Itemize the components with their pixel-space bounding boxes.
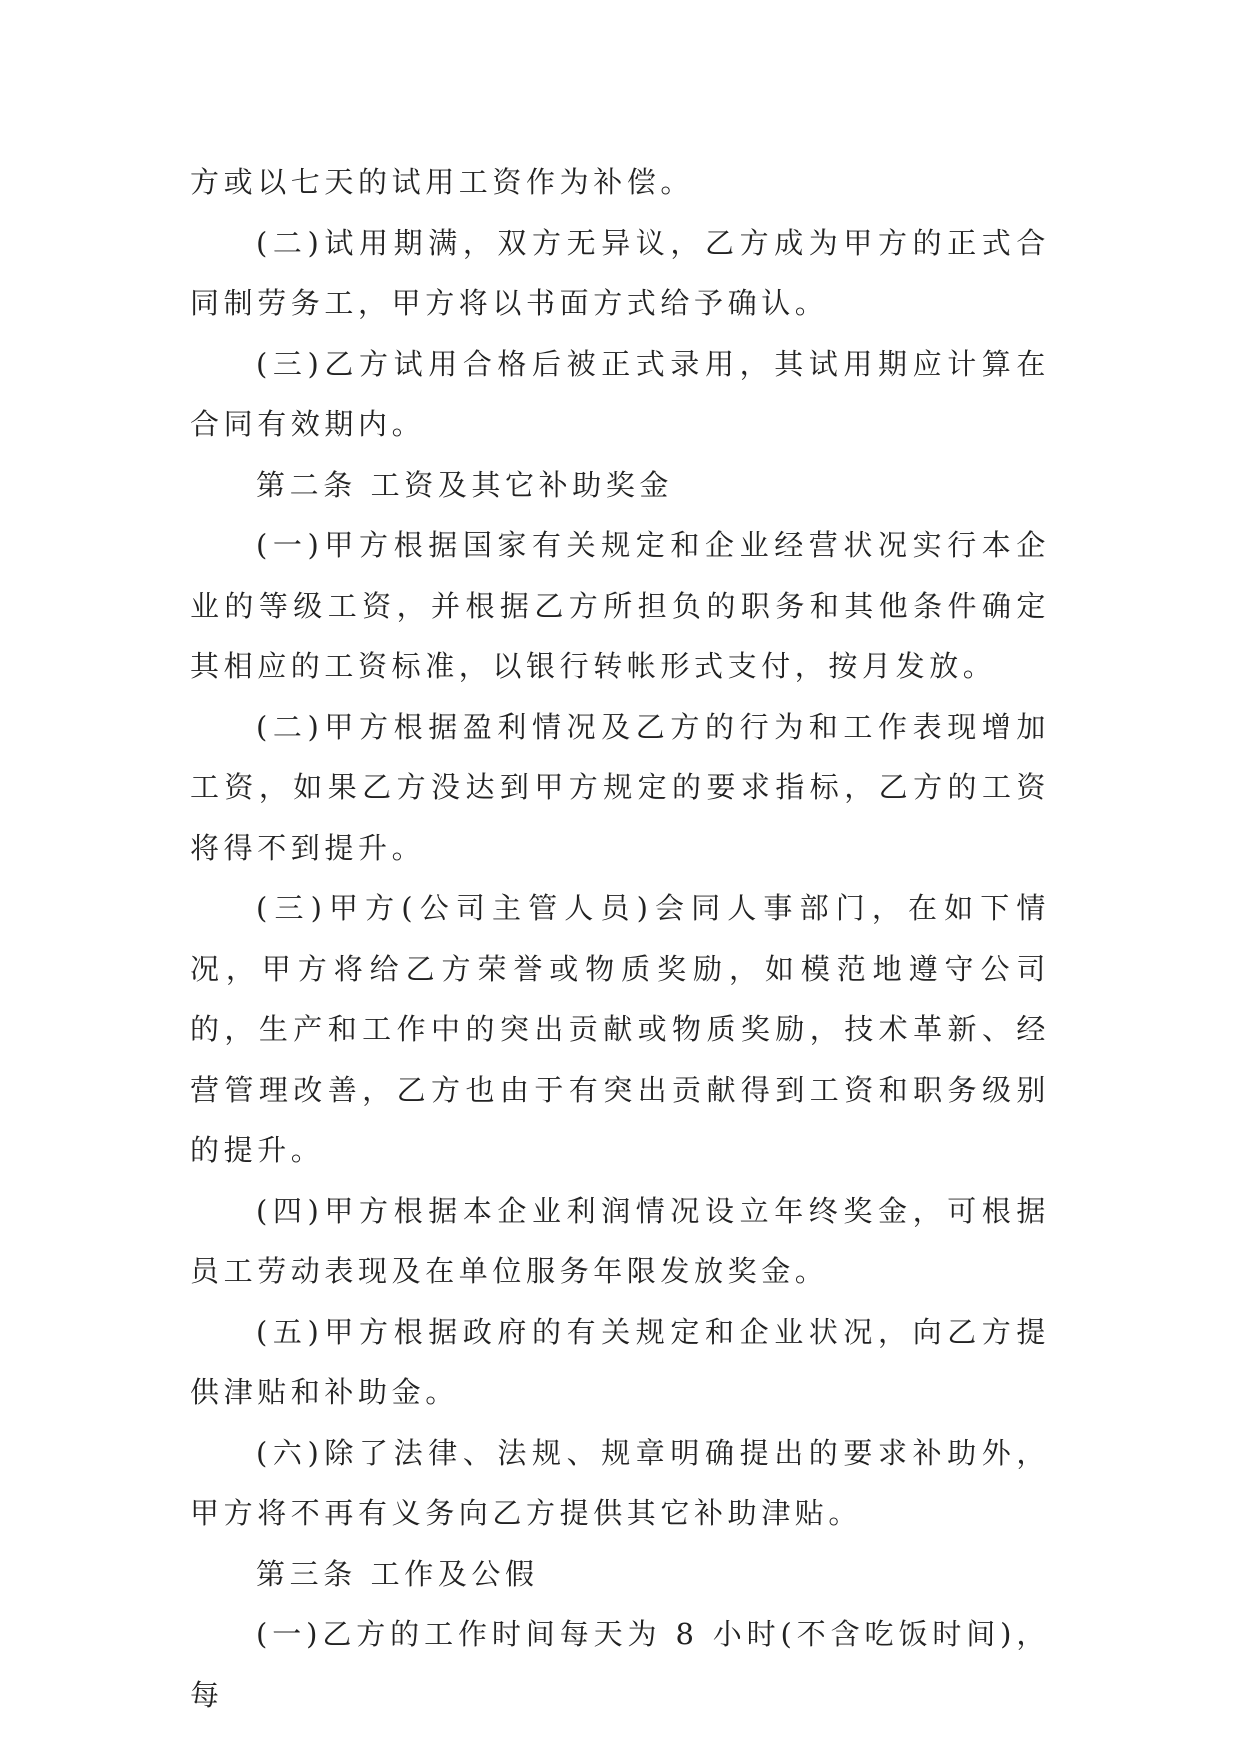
paragraph-wage-increase: (二)甲方根据盈利情况及乙方的行为和工作表现增加工资，如果乙方没达到甲方规定的要求指标，乙方的工资将得不到提升。: [190, 709, 1050, 865]
paragraph-working-hours: (一)乙方的工作时间每天为 8 小时(不含吃饭时间)，每: [190, 1617, 1050, 1712]
document-body: [190, 152, 1050, 1725]
article-heading-2: 第二条 工资及其它补助奖金: [256, 467, 674, 502]
paragraph-probation-end: (二)试用期满，双方无异议，乙方成为甲方的正式合同制劳务工，甲方将以书面方式给予确认。: [190, 225, 1050, 320]
paragraph-wage-grade: (一)甲方根据国家有关规定和企业经营状况实行本企业的等级工资，并根据乙方所担负的职务和其他条件确定其相应的工资标准，以银行转帐形式支付，按月发放。: [190, 528, 1050, 683]
paragraph-allowances: (五)甲方根据政府的有关规定和企业状况，向乙方提供津贴和补助金。: [190, 1314, 1050, 1409]
paragraph-continuation: 方或以七天的试用工资作为补偿。: [190, 165, 695, 199]
article-heading-3: 第三条 工作及公假: [256, 1556, 539, 1591]
paragraph-rewards: (三)甲方(公司主管人员)会同人事部门，在如下情况，甲方将给乙方荣誉或物质奖励，如模范地遵守公司的，生产和工作中的突出贡献或物质奖励，技术革新、经营管理改善，乙方也由于有突出贡献得到工资和职务级别的提升。: [190, 891, 1050, 1167]
paragraph-year-end-bonus: (四)甲方根据本企业利润情况设立年终奖金，可根据员工劳动表现及在单位服务年限发放奖金。: [190, 1193, 1050, 1288]
paragraph-probation-period: (三)乙方试用合格后被正式录用，其试用期应计算在合同有效期内。: [190, 346, 1050, 441]
paragraph-no-other-subsidy: (六)除了法律、法规、规章明确提出的要求补助外，甲方将不再有义务向乙方提供其它补助津贴。: [190, 1435, 1050, 1530]
